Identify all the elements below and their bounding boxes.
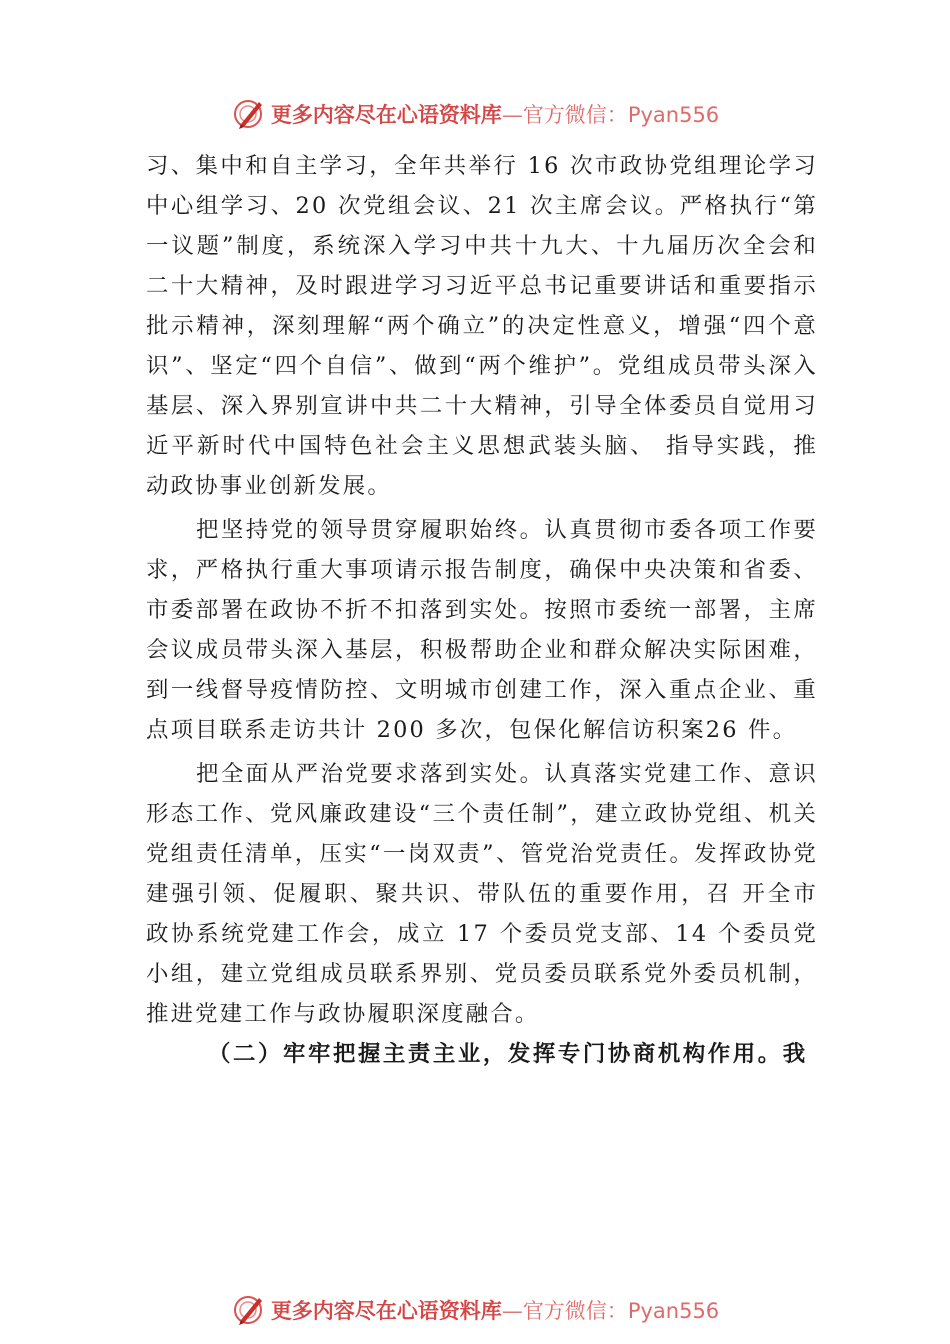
watermark-wechat-label: 官方微信： (522, 103, 628, 127)
section-heading: （二）牢牢把握主责主业，发挥专门协商机构作用。我 (208, 1041, 808, 1067)
watermark-wechat-id: Pyan556 (627, 1299, 720, 1323)
header-watermark (0, 94, 950, 134)
watermark-text (271, 1295, 719, 1325)
pen-logo-icon (231, 1292, 267, 1328)
pen-logo-icon (231, 96, 267, 132)
watermark-text (271, 99, 719, 129)
watermark-separator: — (501, 1299, 523, 1323)
watermark-separator: — (501, 103, 523, 127)
watermark-brand: 更多内容尽在心语资料库 (270, 1299, 502, 1323)
watermark-wechat-id: Pyan556 (627, 103, 720, 127)
watermark-brand: 更多内容尽在心语资料库 (270, 103, 502, 127)
paragraph-3: 把全面从严治党要求落到实处。认真落实党建工作、意识形态工作、党风廉政建设“三个责任制”，建立政协党组、机关党组责任清单，压实“一岗双责”、管党治党责任。发挥政协党建强引领、促履职、聚共识、带队伍的重要作用，召 开全市政协系统党建工作会，成立 17 个委员党支部、14 个委员党小组，建立党组成员联系界别、党员委员联系党外委员机制，推进党建工作与政协履职深度融合。 (146, 761, 818, 1027)
watermark-wechat-label: 官方微信： (522, 1299, 628, 1323)
paragraph-1: 习、集中和自主学习，全年共举行 16 次市政协党组理论学习中心组学习、20 次党组会议、21 次主席会议。严格执行“第一议题”制度，系统深入学习中共十九大、十九届历次全会和二十大精神，及时跟进学习习近平总书记重要讲话和重要指示批示精神，深刻理解“两个确立”的决定性意义，增强“四个意识”、坚定“四个自信”、做到“两个维护”。党组成员带头深入基层、深入界别宣讲中共二十大精神，引导全体委员自觉用习近平新时代中国特色社会主义思想武装头脑、 指导实践，推动政协事业创新发展。 (146, 153, 818, 499)
document-body (146, 146, 818, 1074)
paragraph-2: 把坚持党的领导贯穿履职始终。认真贯彻市委各项工作要求，严格执行重大事项请示报告制度，确保中央决策和省委、市委部署在政协不折不扣落到实处。按照市委统一部署，主席会议成员带头深入基层，积极帮助企业和群众解决实际困难，到一线督导疫情防控、文明城市创建工作，深入重点企业、重点项目联系走访共计 200 多次，包保化解信访积案26 件。 (146, 517, 818, 743)
footer-watermark (0, 1290, 950, 1330)
